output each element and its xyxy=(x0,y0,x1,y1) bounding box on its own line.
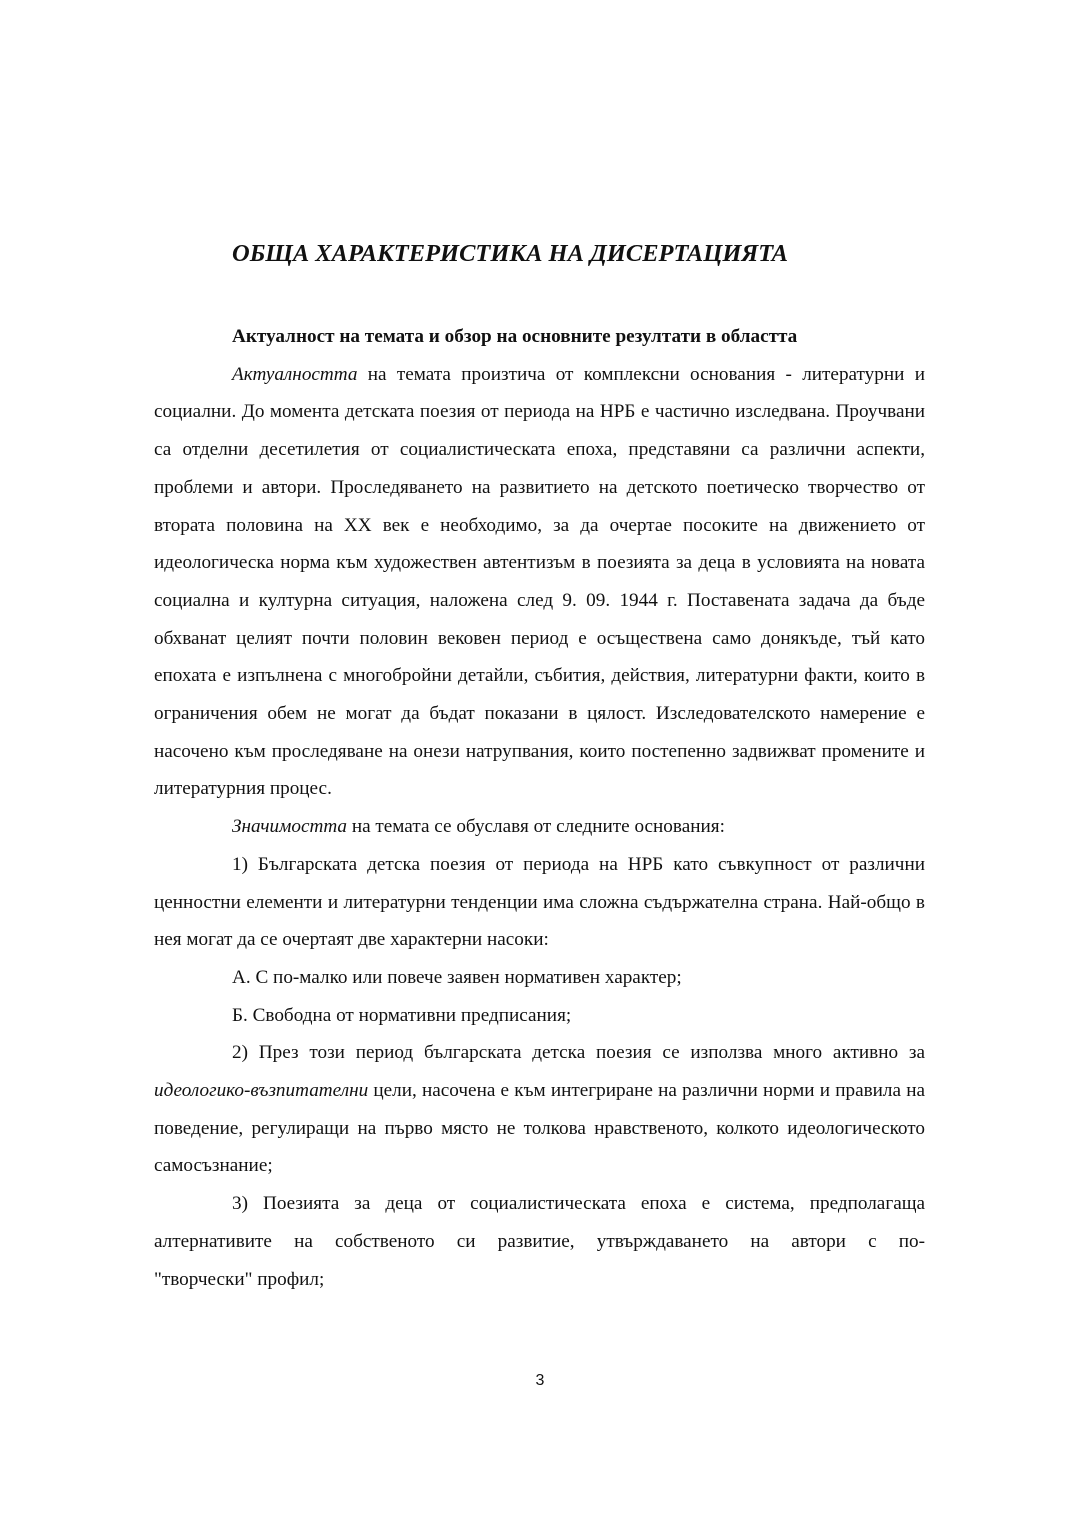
paragraph-point-3: 3) Поезията за деца от социалистическата епоха е система, предполагаща алтернативите на собственото си развитие, утвърждаването на автори с по- xyxy=(154,1193,925,1252)
paragraph-point-2 xyxy=(154,1034,925,1185)
list-item-a: А. С по-малко или повече заявен нормативен характер; xyxy=(232,966,682,988)
document-body xyxy=(154,318,925,1298)
relevance-term: Актуалността xyxy=(232,363,358,385)
section-subtitle: Актуалност на темата и обзор на основните резултати в областта xyxy=(232,326,798,347)
ideology-term: идеологико-възпитателни xyxy=(154,1080,369,1102)
relevance-text: на темата произтича от комплексни основания - литературни и социални. До момента детската поезия от периода на НРБ е частично изследвана. Проучвани са отделни десетилетия от социалистическата епоха, представяни са различни аспекти, проблеми и автори. Проследяването на развитието на детското поетическо творчество от втората половина на XX век е необходимо, за да очертае посоките на движението от идеологическа норма към художествен автентизъм в поезията за деца в условията на новата социална и културна ситуация, наложена след 9. 09. 1944 г. Поставената задача да бъде обхванат целият почти половин вековен период е осъществена само донякъде, тъй като епохата е изпълнена с многобройни детайли, събития, действия, литературни факти, които в ограничения обем не могат да бъдат показани в цялост. Изследователското намерение е насочено към проследяване на онези натрупвания, които постепенно задвижват промените и литературния процес. xyxy=(154,363,925,800)
paragraph-relevance xyxy=(154,356,925,808)
paragraph-significance xyxy=(154,808,925,846)
list-item-b: Б. Свободна от нормативни предписания; xyxy=(232,1004,572,1026)
paragraph-point-1: 1) Българската детска поезия от периода на НРБ като съвкупност от различни ценностни елементи и литературни тенденции има сложна съдържателна страна. Най-общо в нея могат да се очертаят две характерни насоки: xyxy=(154,853,925,951)
point-2-after: цели, насочена е към интегриране на различни норми и правила на поведение, регулиращи на първо място не толкова нравственото, колкото идеологическото самосъзнание; xyxy=(154,1080,925,1177)
point-2-before: 2) През този период българската детска поезия се използва много активно за xyxy=(232,1042,925,1064)
page-title: ОБЩА ХАРАКТЕРИСТИКА НА ДИСЕРТАЦИЯТА xyxy=(232,240,789,267)
significance-term: Значимостта xyxy=(232,816,348,838)
paragraph-point-3-end: "творчески" профил; xyxy=(154,1268,325,1290)
significance-text: на темата се обуславя от следните основания: xyxy=(347,816,725,838)
page-number: 3 xyxy=(535,1372,545,1389)
